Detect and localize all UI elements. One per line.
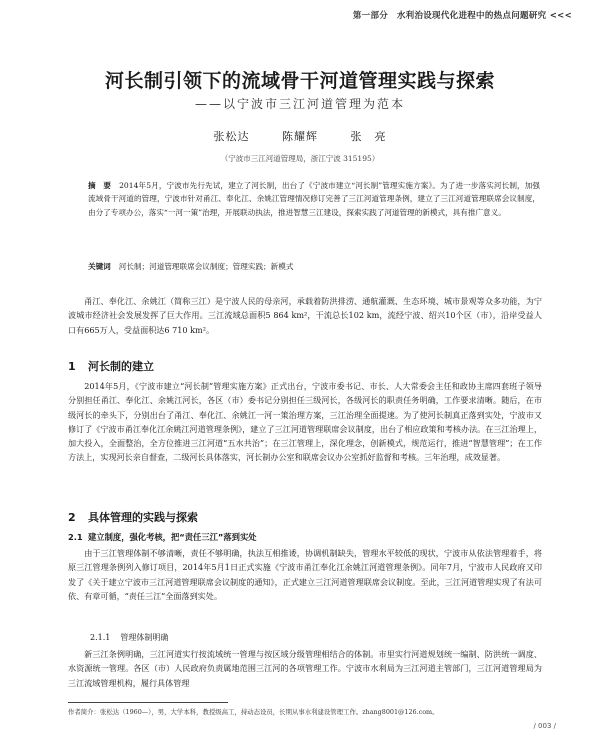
paper-subtitle: ——以宁波市三江河道管理为范本	[194, 97, 405, 111]
intro-paragraph: 甬江、奉化江、余姚江（简称三江）是宁波人民的母亲河，承载着防洪排涝、通航灌溉、生态环境、城市景观等众多功能，为宁波城市经济社会发展发挥了巨大作用。三江流域总面积5 864 km²，干流总长102 km，流经宁波、绍兴10个区（市），沿岸受益人口有665万人，受益面积达6 710 km²。	[68, 296, 542, 335]
section-number: 1	[68, 360, 76, 373]
subsection-heading	[68, 531, 542, 543]
page-number: / 003 /	[533, 722, 556, 730]
section-heading	[68, 358, 542, 374]
abstract	[88, 179, 540, 219]
section-title: 具体管理的实践与探索	[88, 511, 198, 524]
abstract-text: 2014年5月，宁波市先行先试，建立了河长制，出台了《宁波市建立“河长制”管理实施方案》。为了进一步落实河长制，加强流域骨干河道的管理，宁波市针对甬江、奉化江、余姚江管理情况修订完善了三江河道管理条例，建立了三江河道管理联席会议制度，由分了专项办公，落实“一河一策”治理，开展联动执法，推进智慧三江建设，探索实践了河道管理的新模式，具有推广意义。	[88, 181, 540, 217]
footnote-divider	[68, 702, 228, 703]
author-name: 张 亮	[350, 130, 387, 143]
subsubsection-number: 2.1.1	[90, 633, 111, 642]
affiliation: （宁波市三江河道管理局，浙江宁波 315195）	[220, 154, 380, 163]
author-footnote: 作者简介：张松达（1960—），男，大学本科，教授级高工，持动态设员，长期从事水利建设管理工作。zhang8001@126.com。	[68, 708, 439, 716]
paper-title: 河长制引领下的流域骨干河道管理实践与探索	[104, 70, 495, 92]
subsection-number: 2.1	[68, 532, 83, 542]
keywords-text: 河长制；河道管理联席会议制度；管理实践；新模式	[118, 262, 294, 271]
abstract-label: 摘 要	[88, 181, 112, 190]
section-title: 河长制的建立	[88, 360, 154, 373]
section-heading	[68, 509, 542, 525]
keywords	[88, 260, 540, 273]
author-name: 张松达	[213, 130, 250, 143]
section-1-paragraph: 2014年5月，《宁波市建立“河长制”管理实施方案》正式出台，宁波市委书记、市长、人大常委会主任和政协主席四套班子领导分别担任甬江、奉化江、余姚江河长，各区（市）委书记分别担任三级河长，各级河长的职责任务明确，工作要求清晰。随后，在市级河长的牵头下，分别出台了甬江、奉化江、余姚江一河一策治理方案，三江治理全面提速。为了使河长制真正落到实处，宁波市又修订了《宁波市甬江奉化江余姚江河道管理条例》，建立了三江河道管理联席会议制度，出台了相应政策和考核办法。在三江治理上，加大投入，全面整治，全方位推进三江河道“五水共治”；在三江管理上，深化理念，创新模式，规范运行，推进“智慧管理”；在工作方法上，实现河长亲自督查，二级河长具体落实，河长制办公室和联席会议办公室抓好监督和考核。三年治理，成效显著。	[68, 381, 542, 463]
subsubsection-heading	[90, 632, 540, 643]
subsubsection-2-1-1-paragraph: 新三江条例明确，三江河道实行按流域统一管理与按区域分级管理相结合的体制。市里实行河道规划统一编制、防洪统一调度、水资源统一管理。各区（市）人民政府负责属地范围三江河的各项管理工作。宁波市水利局为三江河道主管部门，三江河道管理局为三江流域管理机构，履行具体管理	[68, 649, 542, 688]
subsection-title: 建立制度，强化考核，把“责任三江”落到实处	[88, 532, 257, 542]
author-name: 陈耀辉	[282, 130, 318, 143]
author-list	[0, 128, 600, 144]
subsubsection-title: 管理体制明确	[120, 633, 169, 642]
subsection-2-1-paragraph: 由于三江管理体制不够清晰，责任不够明确，执法互相推诿，协调机制缺失，管理水平较低的现状，宁波市从依法管理着手，将原三江管理条例列入修订项目，2014年5月1日正式实施《宁波市甬江奉化江余姚江河道管理条例》。同年7月，宁波市人民政府又印发了《关于建立宁波市三江河道管理联席会议制度的通知》，正式建立三江河道管理联席会议制度。至此，三江河道管理实现了有法可依、有章可循，“责任三江”全面落到实处。	[68, 548, 542, 601]
keywords-label: 关键词	[88, 262, 111, 271]
running-head: 第一部分 水利治设现代化进程中的热点问题研究 <<<	[352, 11, 572, 21]
section-number: 2	[68, 511, 76, 524]
